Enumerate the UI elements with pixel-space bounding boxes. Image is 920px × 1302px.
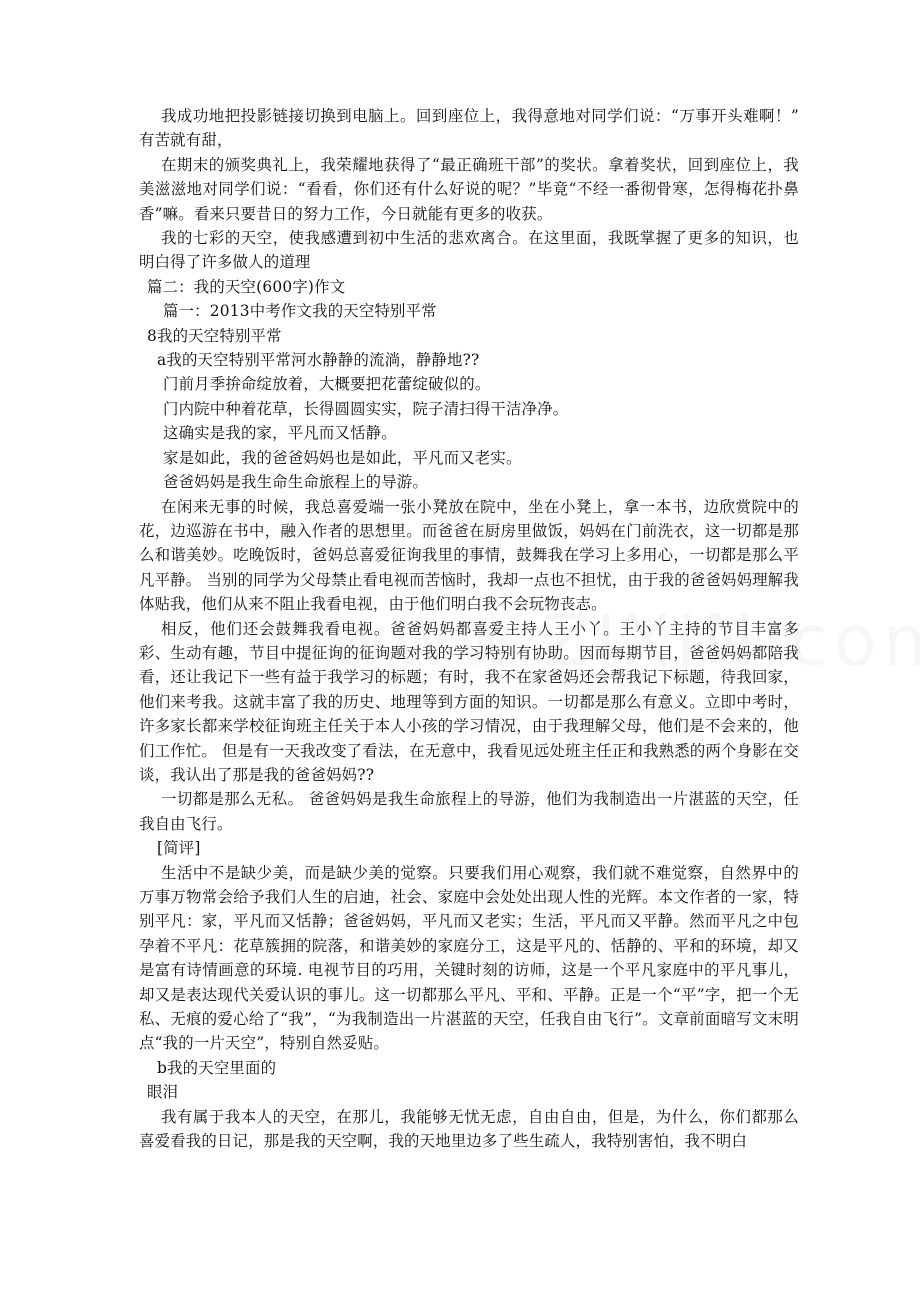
essay-line-guide: 爸爸妈妈是我生命生命旅程上的导游。 [163, 473, 429, 492]
essay-line-yard: 门内院中种着花草，长得圆圆实实，院子清扫得干洁净净。 [163, 399, 569, 418]
essay-title: 8我的天空特别平常 [147, 326, 282, 345]
paragraph-selfless: 一切都是那么无私。 爸爸妈妈是我生命旅程上的导游，他们为我制造出一片湛蓝的天空，任我自由飞行。 [139, 790, 799, 833]
paragraph-3: 我的七彩的天空，使我感遭到初中生活的悲欢离合。在这里面，我既掌握了更多的知识，也明白得了许多做人的道理 [139, 229, 799, 272]
document-page [139, 104, 799, 1153]
review-heading: [简评] [157, 839, 201, 858]
paragraph-2: 在期末的颁奖典礼上，我荣耀地获得了“最正确班干部”的奖状。拿着奖状，回到座位上，我美滋滋地对同学们说：“看看，你们还有什么好说的呢？”毕竟“不经一番彻骨寒，怎得梅花扑鼻香”嘛。看来只要昔日的努力工作，今日就能有更多的收获。 [139, 155, 799, 223]
paragraph-leisure: 在闲来无事的时候，我总喜爱端一张小凳放在院中，坐在小凳上，拿一本书，边欣赏院中的花，边巡游在书中，融入作者的思想里。而爸爸在厨房里做饭，妈妈在门前洗衣，这一切都是那么和谐美妙。吃晚饭时，爸妈总喜爱征询我里的事情，鼓舞我在学习上多用心，一切都是那么平凡平静。 当别的同学为父母禁止看电视而苦恼时，我却一点也不担忧，由于我的爸爸妈妈理解我体贴我，他们从来不阻止我看电视，由于他们明白我不会玩物丧志。 [139, 497, 799, 614]
essay-b-title-cont: 眼泪 [147, 1083, 179, 1102]
paragraph-tv: 相反，他们还会鼓舞我看电视。爸爸妈妈都喜爱主持人王小丫。王小丫主持的节目丰富多彩、生动有趣，节目中提征询的征询题对我的学习特别有协助。因而每期节目，爸爸妈妈都陪我看，还让我记下一些有益于我学习的标题；有时，我不在家爸妈还会帮我记下标题，待我回家，他们来考我。这就丰富了我的历史、地理等到方面的知识。一切都是那么有意义。立即中考时，许多家长都来学校征询班主任关于本人小孩的学习情况，由于我理解父母，他们是不会来的，他们工作忙。 但是有一天我改变了看法，在无意中，我看见远处班主任正和我熟悉的两个身影在交谈，我认出了那是我的爸爸妈妈?? [139, 619, 799, 784]
paragraph-review: 生活中不是缺少美，而是缺少美的觉察。只要我们用心观察，我们就不难觉察，自然界中的万事万物常会给予我们人生的启迪，社会、家庭中会处处出现人性的光辉。本文作者的一家，特别平凡：家，平凡而又恬静；爸爸妈妈，平凡而又老实；生活，平凡而又平静。然而平凡之中包孕着不平凡：花草簇拥的院落，和谐美妙的家庭分工，这是平凡的、恬静的、平和的环境，却又是富有诗情画意的环境. 电视节目的巧用，关键时刻的访师，这是一个平凡家庭中的平凡事儿，却又是表达现代关爱认识的事儿。这一切都那么平凡、平和、平静。正是一个“平”字，把一个无私、无痕的爱心给了“我”，“为我制造出一片湛蓝的天空，任我自由飞行”。文章前面暗写文末明点“我的一片天空”，特别自然妥贴。 [139, 863, 799, 1053]
essay-line-parents: 家是如此，我的爸爸妈妈也是如此，平凡而又老实。 [163, 448, 522, 467]
section-heading-1: 篇一：2013中考作文我的天空特别平常 [163, 302, 437, 321]
section-heading-2: 篇二：我的天空(600字)作文 [147, 277, 346, 296]
paragraph-1: 我成功地把投影链接切换到电脑上。回到座位上，我得意地对同学们说：“万事开头难啊！” 有苦就有甜， [139, 107, 799, 150]
essay-line-gate: 门前月季拚命绽放着，大概要把花蕾绽破似的。 [163, 375, 491, 394]
paragraph-b-body: 我有属于我本人的天空，在那儿，我能够无忧无虑，自由自由，但是，为什么，你们都那么喜爱看我的日记，那是我的天空啊，我的天地里边多了些生疏人，我特别害怕，我不明白 [139, 1107, 799, 1151]
essay-line-a: a我的天空特别平常河水静静的流淌，静静地?? [157, 351, 480, 370]
essay-line-home: 这确实是我的家，平凡而又恬静。 [163, 424, 397, 443]
essay-b-title: b我的天空里面的 [157, 1058, 277, 1077]
